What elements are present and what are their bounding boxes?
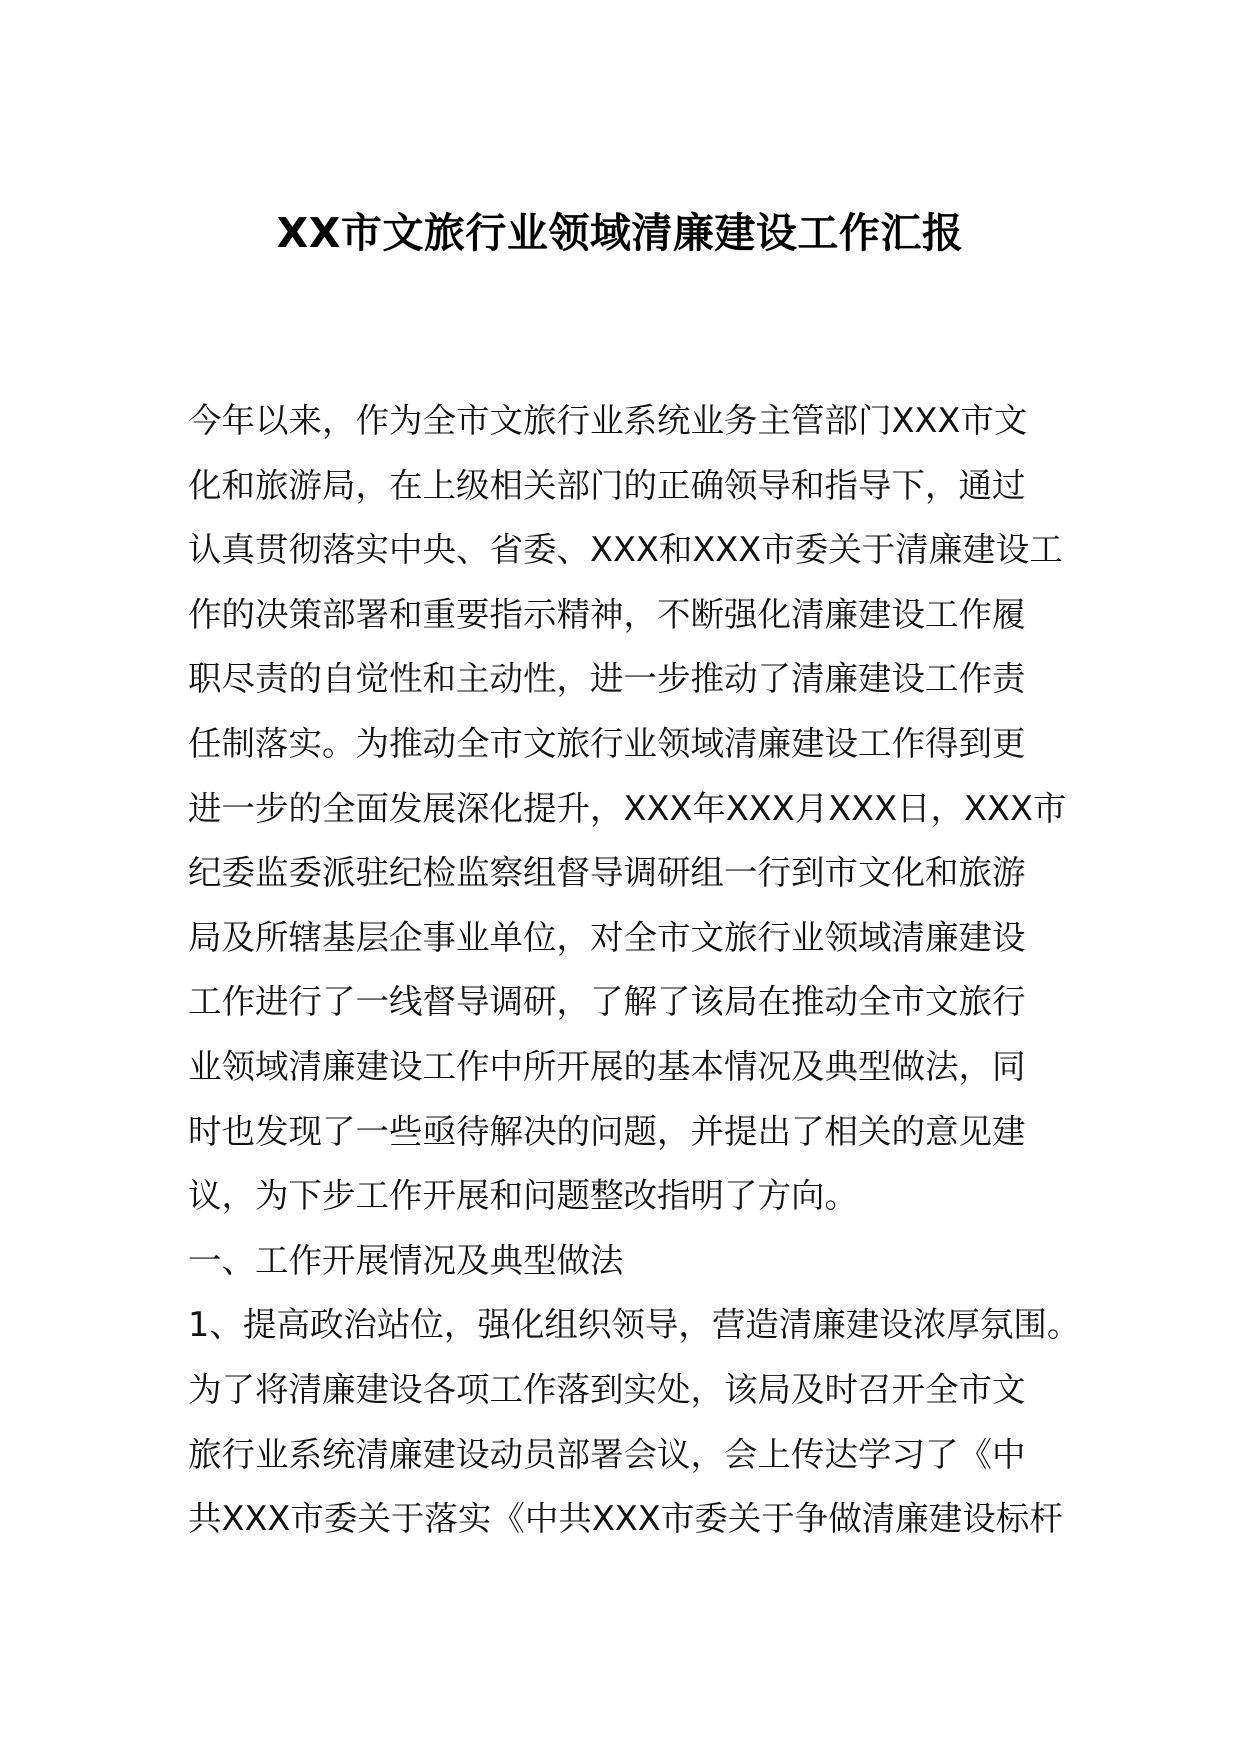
paragraph-line-17: 旅行业系统清廉建设动员部署会议，会上传达学习了《中 bbox=[188, 1434, 1026, 1474]
paragraph-line-5: 职尽责的自觉性和主动性，进一步推动了清廉建设工作责 bbox=[188, 659, 1026, 699]
subsection-heading: 1、提高政治站位，强化组织领导，营造清廉建设浓厚氛围。 bbox=[188, 1305, 1081, 1345]
document-body bbox=[188, 389, 1081, 1552]
document-title: XX市文旅行业领域清廉建设工作汇报 bbox=[276, 209, 964, 257]
paragraph-line-6: 任制落实。为推动全市文旅行业领域清廉建设工作得到更 bbox=[188, 723, 1026, 763]
paragraph-line-9: 局及所辖基层企事业单位，对全市文旅行业领域清廉建设 bbox=[188, 917, 1026, 957]
paragraph-line-10: 工作进行了一线督导调研，了解了该局在推动全市文旅行 bbox=[188, 982, 1026, 1022]
paragraph-line-2: 化和旅游局，在上级相关部门的正确领导和指导下，通过 bbox=[188, 465, 1026, 505]
paragraph-line-1: 今年以来，作为全市文旅行业系统业务主管部门XXX市文 bbox=[188, 401, 1028, 440]
section-heading: 一、工作开展情况及典型做法 bbox=[188, 1240, 624, 1280]
paragraph-line-13: 议，为下步工作开展和问题整改指明了方向。 bbox=[188, 1176, 858, 1216]
paragraph-line-4: 作的决策部署和重要指示精神，不断强化清廉建设工作履 bbox=[188, 594, 1026, 634]
paragraph-line-12: 时也发现了一些亟待解决的问题，并提出了相关的意见建 bbox=[188, 1111, 1026, 1151]
paragraph-line-18: 共XXX市委关于落实《中共XXX市委关于争做清廉建设标杆 bbox=[188, 1499, 1063, 1539]
paragraph-line-7: 进一步的全面发展深化提升，XXX年XXX月XXX日，XXX市 bbox=[188, 788, 1067, 828]
paragraph-line-8: 纪委监委派驻纪检监察组督导调研组一行到市文化和旅游 bbox=[188, 853, 1026, 893]
paragraph-line-16: 为了将清廉建设各项工作落到实处，该局及时召开全市文 bbox=[188, 1369, 1026, 1409]
paragraph-line-11: 业领域清廉建设工作中所开展的基本情况及典型做法，同 bbox=[188, 1046, 1026, 1086]
paragraph-line-3: 认真贯彻落实中央、省委、XXX和XXX市委关于清廉建设工 bbox=[188, 530, 1063, 570]
